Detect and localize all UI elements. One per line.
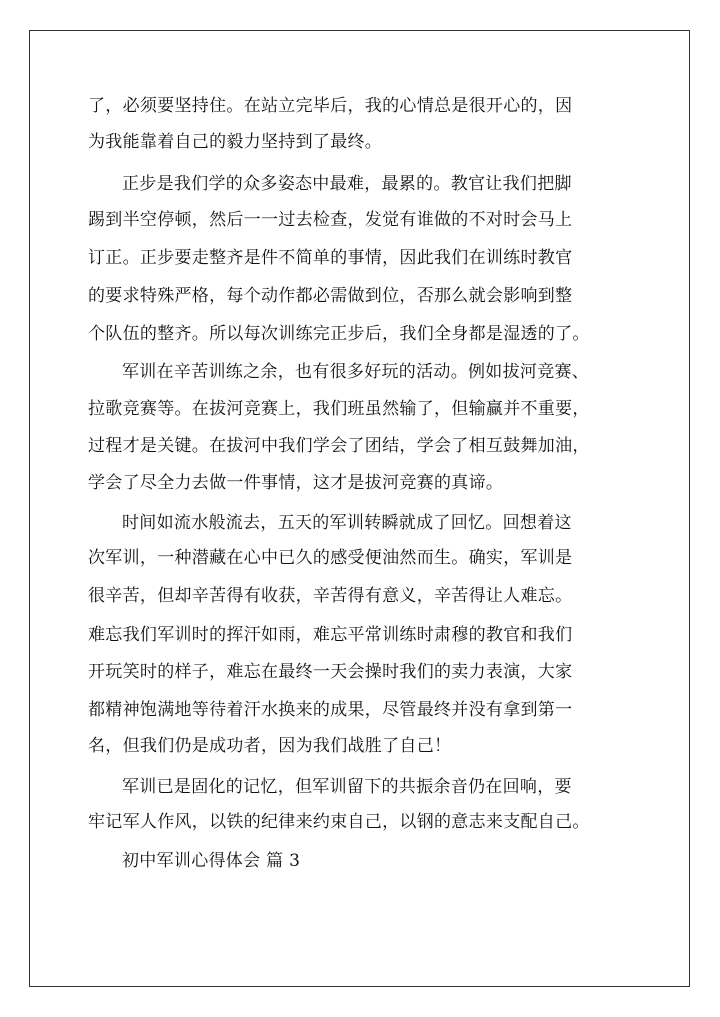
text-line: 次军训，一种潜藏在心中已久的感受便油然而生。确实，军训是 (88, 548, 573, 568)
text-line: 开玩笑时的样子，难忘在最终一天会操时我们的卖力表演，大家 (88, 662, 573, 682)
text-line: 的要求特殊严格，每个动作都必需做到位，否那么就会影响到整 (88, 286, 573, 306)
text-line: 为我能靠着自己的毅力坚持到了最终。 (88, 132, 383, 152)
text-line: 难忘我们军训时的挥汗如雨，难忘平常训练时肃穆的教官和我们 (88, 625, 573, 645)
text-line: 过程才是关键。在拔河中我们学会了团结，学会了相互鼓舞加油， (88, 436, 590, 456)
text-line: 学会了尽全力去做一件事情，这才是拔河竞赛的真谛。 (88, 473, 504, 493)
text-line: 很辛苦，但却辛苦得有收获，辛苦得有意义，辛苦得让人难忘。 (88, 586, 573, 606)
text-line: 踢到半空停顿，然后一一过去检查，发觉有谁做的不对时会马上 (88, 210, 573, 230)
text-line: 了，必须要坚持住。在站立完毕后，我的心情总是很开心的，因 (88, 96, 573, 116)
text-line: 个队伍的整齐。所以每次训练完正步后，我们全身都是湿透的了。 (88, 324, 590, 344)
text-line: 军训已是固化的记忆，但军训留下的共振余音仍在回响，要 (122, 777, 572, 797)
text-line: 牢记军人作风，以铁的纪律来约束自己，以钢的意志来支配自己。 (88, 812, 590, 832)
text-line: 订正。正步要走整齐是件不简单的事情，因此我们在训练时教官 (88, 248, 573, 268)
text-line: 名，但我们仍是成功者，因为我们战胜了自己！ (88, 736, 452, 756)
section-heading: 初中军训心得体会 篇 3 (122, 851, 301, 871)
text-line: 都精神饱满地等待着汗水换来的成果，尽管最终并没有拿到第一 (88, 700, 573, 720)
text-line: 时间如流水般流去，五天的军训转瞬就成了回忆。回想着这 (122, 513, 572, 533)
text-line: 军训在辛苦训练之余，也有很多好玩的活动。例如拔河竞赛、 (122, 362, 590, 382)
text-line: 拉歌竞赛等。在拔河竞赛上，我们班虽然输了，但输赢并不重要， (88, 399, 590, 419)
text-line: 正步是我们学的众多姿态中最难，最累的。教官让我们把脚 (122, 174, 572, 194)
